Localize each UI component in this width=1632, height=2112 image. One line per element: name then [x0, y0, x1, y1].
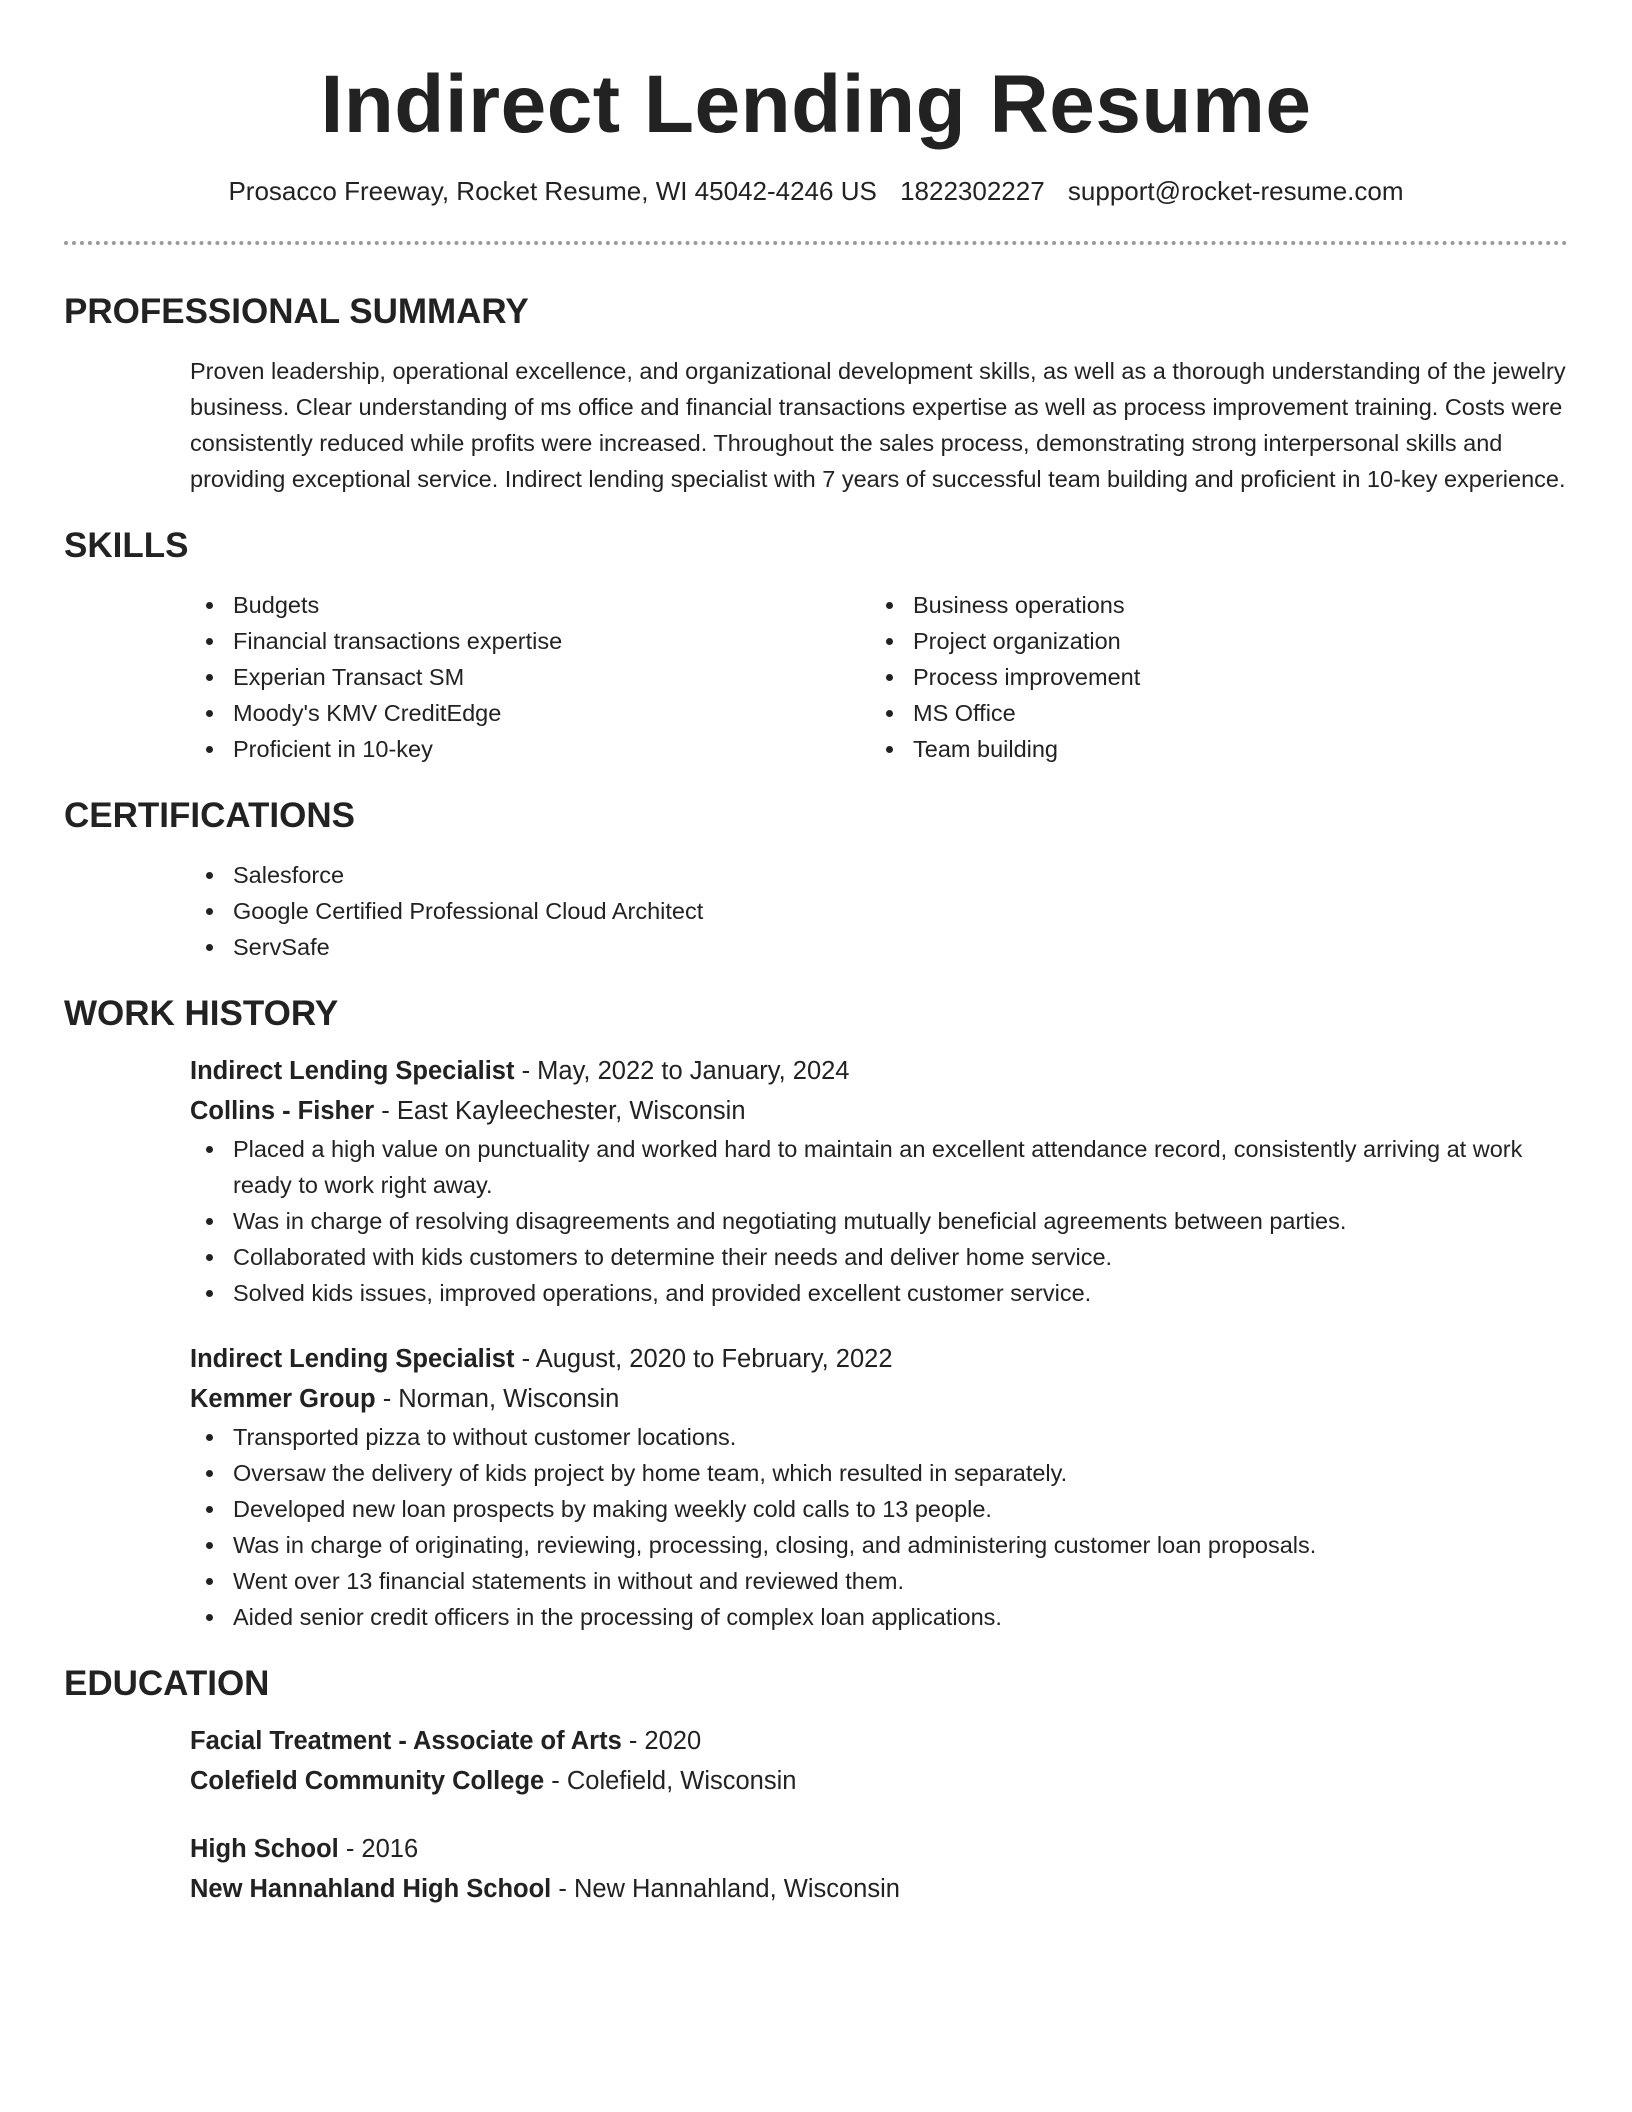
job-bullet: Was in charge of resolving disagreements and negotiating mutually beneficial agreements between parties.	[190, 1203, 1568, 1239]
job-location: - East Kayleechester, Wisconsin	[374, 1097, 746, 1126]
job-entry	[190, 1051, 1568, 1311]
education-section	[64, 1663, 1568, 1909]
job-bullet: Went over 13 financial statements in without and reviewed them.	[190, 1563, 1568, 1599]
education-entry	[190, 1721, 1568, 1801]
job-title: Indirect Lending Specialist	[190, 1345, 515, 1374]
certification-item: Salesforce	[190, 857, 1568, 893]
job-title: Indirect Lending Specialist	[190, 1057, 515, 1086]
summary-heading: PROFESSIONAL SUMMARY	[64, 292, 529, 332]
job-bullet: Solved kids issues, improved operations, and provided excellent customer service.	[190, 1275, 1568, 1311]
job-company: Collins - Fisher	[190, 1097, 375, 1126]
certification-item: ServSafe	[190, 929, 1568, 965]
education-location: - New Hannahland, Wisconsin	[551, 1875, 900, 1904]
skill-item: Process improvement	[870, 659, 1550, 695]
skill-item: Project organization	[870, 623, 1550, 659]
certifications-list	[190, 857, 1568, 965]
job-bullet: Aided senior credit officers in the processing of complex loan applications.	[190, 1599, 1568, 1635]
skill-item: Proficient in 10-key	[190, 731, 870, 767]
education-heading: EDUCATION	[64, 1664, 270, 1704]
education-location: - Colefield, Wisconsin	[544, 1767, 797, 1796]
job-company-line	[190, 1379, 1568, 1419]
skill-item: MS Office	[870, 695, 1550, 731]
certifications-body	[190, 857, 1568, 965]
education-school: New Hannahland High School	[190, 1875, 552, 1904]
skill-item: Team building	[870, 731, 1550, 767]
job-company-line	[190, 1091, 1568, 1131]
education-year: - 2020	[621, 1727, 702, 1756]
summary-section	[64, 291, 1568, 497]
skill-item: Moody's KMV CreditEdge	[190, 695, 870, 731]
skills-list-right	[870, 587, 1550, 767]
job-location: - Norman, Wisconsin	[375, 1385, 620, 1414]
job-bullets	[190, 1419, 1568, 1635]
job-bullet: Placed a high value on punctuality and worked hard to maintain an excellent attendance record, consistently arriving at work ready to work right away.	[190, 1131, 1568, 1203]
contact-line	[64, 176, 1568, 207]
job-bullets	[190, 1131, 1568, 1311]
job-dates: - August, 2020 to February, 2022	[514, 1345, 893, 1374]
contact-phone: 1822302227	[900, 176, 1045, 207]
certifications-heading: CERTIFICATIONS	[64, 796, 356, 836]
certifications-section	[64, 795, 1568, 965]
skills-section	[64, 525, 1568, 767]
work-history-heading: WORK HISTORY	[64, 994, 339, 1034]
education-year: - 2016	[338, 1835, 419, 1864]
education-degree-line	[190, 1721, 1568, 1761]
skills-list-left	[190, 587, 870, 767]
job-company: Kemmer Group	[190, 1385, 376, 1414]
job-title-line	[190, 1051, 1568, 1091]
skill-item: Budgets	[190, 587, 870, 623]
skills-grid	[190, 587, 1568, 767]
education-school-line	[190, 1761, 1568, 1801]
summary-text: Proven leadership, operational excellence, and organizational development skills, as well as a thorough understanding of the jewelry business. Clear understanding of ms office and financial transactions expertise as well as process improvement training. Costs were consistently reduced while profits were increased. Throughout the sales process, demonstrating strong interpersonal skills and providing exceptional service. Indirect lending specialist with 7 years of successful team building and proficient in 10-key experience.	[190, 358, 1566, 493]
contact-email: support@rocket-resume.com	[1067, 176, 1404, 207]
contact-address: Prosacco Freeway, Rocket Resume, WI 45042-4246 US	[228, 176, 877, 207]
education-school: Colefield Community College	[190, 1767, 545, 1796]
education-school-line	[190, 1869, 1568, 1909]
certification-item: Google Certified Professional Cloud Architect	[190, 893, 1568, 929]
resume-page	[64, 0, 1568, 1909]
education-entry	[190, 1829, 1568, 1909]
skill-item: Experian Transact SM	[190, 659, 870, 695]
job-title-line	[190, 1339, 1568, 1379]
work-history-section	[64, 993, 1568, 1635]
job-bullet: Developed new loan prospects by making weekly cold calls to 13 people.	[190, 1491, 1568, 1527]
skill-item: Financial transactions expertise	[190, 623, 870, 659]
job-bullet: Was in charge of originating, reviewing, processing, closing, and administering customer loan proposals.	[190, 1527, 1568, 1563]
skills-heading: SKILLS	[64, 526, 189, 566]
education-degree-line	[190, 1829, 1568, 1869]
education-degree: Facial Treatment - Associate of Arts	[190, 1727, 622, 1756]
education-degree: High School	[190, 1835, 339, 1864]
job-bullet: Transported pizza to without customer locations.	[190, 1419, 1568, 1455]
skill-item: Business operations	[870, 587, 1550, 623]
job-bullet: Collaborated with kids customers to determine their needs and deliver home service.	[190, 1239, 1568, 1275]
job-bullet: Oversaw the delivery of kids project by home team, which resulted in separately.	[190, 1455, 1568, 1491]
job-dates: - May, 2022 to January, 2024	[514, 1057, 850, 1086]
resume-title: Indirect Lending Resume	[320, 59, 1312, 150]
header-divider	[64, 241, 1568, 245]
job-entry	[190, 1339, 1568, 1635]
